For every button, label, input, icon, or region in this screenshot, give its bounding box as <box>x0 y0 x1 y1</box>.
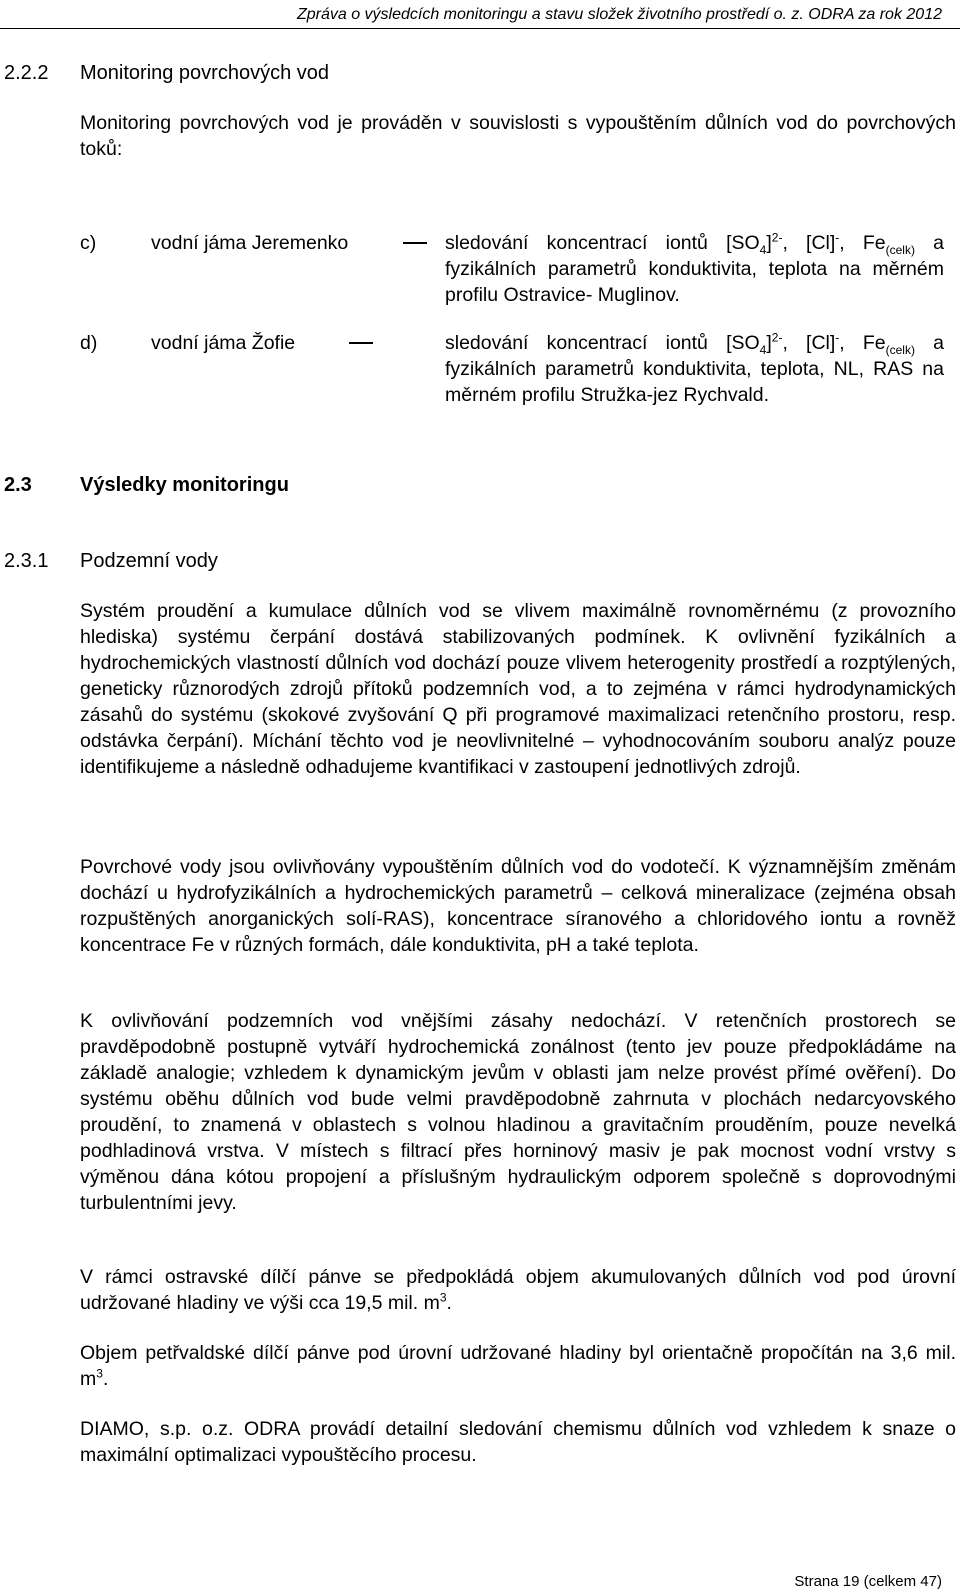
section-heading-2-3-1 <box>4 550 218 573</box>
paragraph-3: K ovlivňování podzemních vod vnějšími zásahy nedochází. V retenčních prostorech se pravděpodobně postupně vytváří hydrochemická zonálnost (tento jev pouze předpokládáme na základě analogie; vzhledem k dynamickým jevům v oblasti jam nelze provést přímé ověření). Do systému oběhu důlních vod bude velmi pravděpodobně zahrnuta v plochách nedarcyovského proudění, to znamená v oblastech s volnou hladinou a gravitačním prouděním, pouze nevelká podhladinová vrstva. V místech s filtrací přes horninový masiv je pak mocnost vodní vrstvy s výměnou dána kótou propojení a příslušným hydraulickým odporem společně s doprovodnými turbulentními jevy. <box>80 1010 956 1214</box>
section-heading-2-3 <box>4 474 289 497</box>
section-number: 2.3 <box>4 474 32 496</box>
paragraph-6: DIAMO, s.p. o.z. ODRA provádí detailní sledování chemismu důlních vod vzhledem k snaze o maximální optimalizaci vypouštěcího procesu. <box>80 1418 956 1466</box>
item-site: vodní jáma Žofie <box>151 332 296 354</box>
item-site: vodní jáma Jeremenko <box>151 232 349 254</box>
item-dash <box>403 242 427 244</box>
section-title: Podzemní vody <box>80 550 218 572</box>
section-title: Výsledky monitoringu <box>80 474 289 496</box>
item-description: sledování koncentrací iontů $[SO_4]^{2-}$, [Cl]-, $Fe_{(celk)}$ a fyzikálních parametrů konduktivita, teplota na měrném profilu Ostravice- Muglinov. <box>445 230 944 306</box>
page-number: Strana 19 (celkem 47) <box>794 1573 942 1590</box>
paragraph-4: V rámci ostravské dílčí pánve se předpokládá objem akumulovaných důlních vod pod úrovní udržované hladiny ve výši cca 19,5 mil. $m^3$. <box>80 1266 956 1314</box>
item-description: sledování koncentrací iontů $[SO_4]^{2-}$, [Cl]-, $Fe_{(celk)}$ a fyzikálních parametrů konduktivita, teplota, NL, RAS na měrném profilu Stružka-jez Rychvald. <box>445 330 944 406</box>
section-number: 2.2.2 <box>4 62 49 84</box>
item-dash <box>349 342 373 344</box>
section-number: 2.3.1 <box>4 550 49 572</box>
header-rule <box>0 28 960 29</box>
running-header: Zpráva o výsledcích monitoringu a stavu složek životního prostředí o. z. ODRA za rok 2012 <box>296 6 942 23</box>
paragraph-5: Objem petřvaldské dílčí pánve pod úrovní udržované hladiny byl orientačně propočítán na 3,6 mil. $m^3$. <box>80 1342 956 1390</box>
paragraph-2: Povrchové vody jsou ovlivňovány vypouštěním důlních vod do vodotečí. K významnějším změnám dochází u hydrofyzikálních a hydrochemických parametrů – celková mineralizace (zejména obsah rozpuštěných anorganických solí-RAS), koncentrace síranového a chloridového iontu a rovněž koncentrace Fe v různých formách, dále konduktivita, pH a také teplota. <box>80 856 956 956</box>
intro-paragraph: Monitoring povrchových vod je prováděn v souvislosti s vypouštěním důlních vod do povrchových toků: <box>80 112 956 160</box>
item-letter: d) <box>80 332 98 354</box>
paragraph-1: Systém proudění a kumulace důlních vod se vlivem maximálně rovnoměrnému (z provozního hlediska) systému čerpání dostává stabilizovaných podmínek. K ovlivnění fyzikálních a hydrochemických vlastností důlních vod dochází pouze vlivem heterogenity prostředí a rozptýlených, geneticky různorodých zdrojů přítoků podzemních vod, a to zejména v rámci hydrodynamických zásahů do systému (skokové zvyšování Q při programové maximalizaci retenčního prostoru, resp. odstávka čerpání). Míchání těchto vod je neovlivnitelné – vyhodnocováním souboru analýz pouze identifikujeme a následně odhadujeme kvantifikaci v zastoupení jednotlivých zdrojů. <box>80 600 956 778</box>
section-title: Monitoring povrchových vod <box>80 62 330 84</box>
section-heading-2-2-2 <box>4 62 330 85</box>
item-letter: c) <box>80 232 97 254</box>
